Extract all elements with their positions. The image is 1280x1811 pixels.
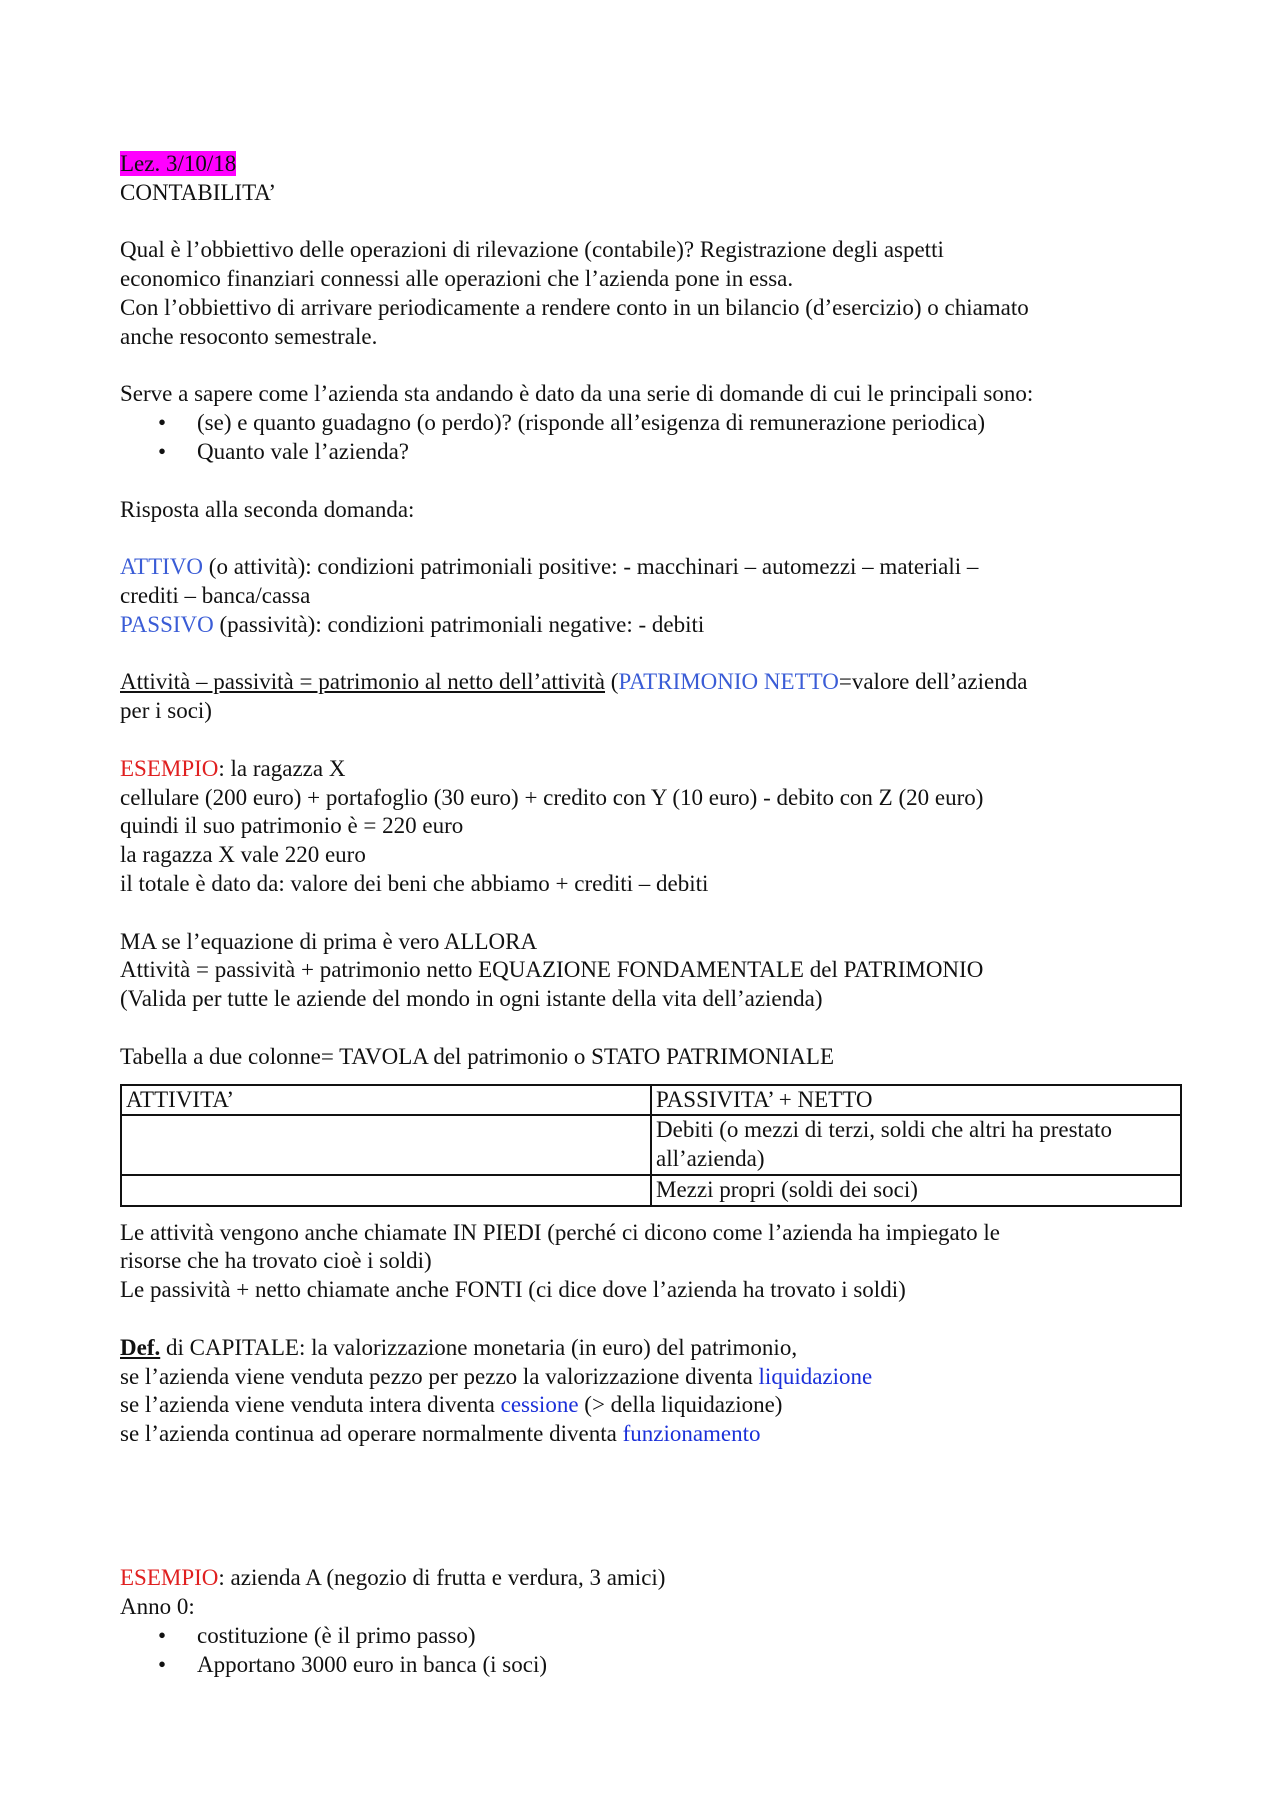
lesson-date-line bbox=[120, 150, 1180, 179]
example1-heading: ESEMPIO: la ragazza X bbox=[120, 755, 346, 781]
table-header-attivita: ATTIVITA’ bbox=[121, 1085, 651, 1116]
formula-line-2: per i soci) bbox=[120, 698, 212, 724]
capitale-line-2: se l’azienda viene venduta pezzo per pezzo la valorizzazione diventa liquidazione bbox=[120, 1363, 873, 1389]
table-row bbox=[121, 1175, 1181, 1206]
list-item: • costituzione (è il primo passo) bbox=[120, 1622, 1180, 1651]
uses-line-3: Le passività + netto chiamate anche FONTI (ci dice dove l’azienda ha trovato i soldi) bbox=[120, 1277, 906, 1303]
cessione-term: cessione bbox=[500, 1392, 579, 1418]
table-header-row bbox=[121, 1085, 1181, 1116]
list-item: • (se) e quanto guadagno (o perdo)? (risponde all’esigenza di remunerazione periodica) bbox=[120, 409, 1180, 438]
uses-line-1: Le attività vengono anche chiamate IN PIEDI (perché ci dicono come l’azienda ha impiegato le bbox=[120, 1219, 1001, 1245]
bullet-icon: • bbox=[158, 438, 167, 464]
questions-lead: Serve a sapere come l’azienda sta andando è dato da una serie di domande di cui le principali sono: bbox=[120, 381, 1034, 407]
passivo-term: PASSIVO bbox=[120, 611, 214, 637]
bullet-icon: • bbox=[158, 1651, 167, 1677]
example1-line-3: la ragazza X vale 220 euro bbox=[120, 842, 366, 868]
example2-year: Anno 0: bbox=[120, 1594, 195, 1620]
bullet-icon: • bbox=[158, 410, 167, 436]
bullet-icon: • bbox=[158, 1622, 167, 1648]
formula-line-1: Attività – passività = patrimonio al netto dell’attività (PATRIMONIO NETTO=valore dell’azienda bbox=[120, 669, 1028, 695]
table-cell bbox=[121, 1115, 651, 1175]
lesson-date: Lez. 3/10/18 bbox=[120, 151, 237, 176]
capitale-line-3: se l’azienda viene venduta intera diventa cessione (> della liquidazione) bbox=[120, 1392, 783, 1418]
equation-line-3: (Valida per tutte le aziende del mondo in ogni istante della vita dell’azienda) bbox=[120, 986, 823, 1012]
capitale-line-1: Def. di CAPITALE: la valorizzazione monetaria (in euro) del patrimonio, bbox=[120, 1334, 798, 1360]
table-row bbox=[121, 1115, 1181, 1175]
table-cell bbox=[121, 1175, 651, 1206]
equation-line-1: MA se l’equazione di prima è vero ALLORA bbox=[120, 928, 538, 954]
attivo-line-1: ATTIVO (o attività): condizioni patrimoniali positive: - macchinari – automezzi – materiali – bbox=[120, 554, 979, 580]
example1-line-1: cellulare (200 euro) + portafoglio (30 euro) + credito con Y (10 euro) - debito con Z (20 euro) bbox=[120, 784, 984, 810]
table-lead: Tabella a due colonne= TAVOLA del patrimonio o STATO PATRIMONIALE bbox=[120, 1043, 834, 1069]
answer-lead: Risposta alla seconda domanda: bbox=[120, 496, 415, 522]
intro-line-4: anche resoconto semestrale. bbox=[120, 323, 378, 349]
funzionamento-term: funzionamento bbox=[622, 1421, 761, 1447]
attivo-term: ATTIVO bbox=[120, 554, 204, 580]
questions-list bbox=[120, 409, 1180, 467]
example2-heading: ESEMPIO: azienda A (negozio di frutta e verdura, 3 amici) bbox=[120, 1565, 666, 1591]
liquidazione-term: liquidazione bbox=[758, 1363, 873, 1389]
example1-label: ESEMPIO bbox=[120, 755, 219, 781]
document-page bbox=[120, 150, 1180, 1679]
example2-list bbox=[120, 1622, 1180, 1680]
table-header-passivita: PASSIVITA’ + NETTO bbox=[651, 1085, 1181, 1116]
attivo-line-2: crediti – banca/cassa bbox=[120, 582, 311, 608]
intro-line-1: Qual è l’obbiettivo delle operazioni di rilevazione (contabile)? Registrazione degli aspetti bbox=[120, 237, 944, 263]
table-cell: Debiti (o mezzi di terzi, soldi che altri ha prestato all’azienda) bbox=[651, 1115, 1181, 1175]
table-cell: Mezzi propri (soldi dei soci) bbox=[651, 1175, 1181, 1206]
document-title: CONTABILITA’ bbox=[120, 179, 277, 205]
capitale-line-4: se l’azienda continua ad operare normalmente diventa funzionamento bbox=[120, 1421, 761, 1447]
passivo-line: PASSIVO (passività): condizioni patrimoniali negative: - debiti bbox=[120, 611, 705, 637]
example2-label: ESEMPIO bbox=[120, 1565, 219, 1591]
def-label: Def. bbox=[120, 1334, 161, 1360]
stato-patrimoniale-table bbox=[120, 1084, 1182, 1207]
equation-line-2: Attività = passività + patrimonio netto EQUAZIONE FONDAMENTALE del PATRIMONIO bbox=[120, 957, 984, 983]
example1-line-2: quindi il suo patrimonio è = 220 euro bbox=[120, 813, 464, 839]
patrimonio-netto-term: PATRIMONIO NETTO bbox=[618, 669, 839, 695]
list-item: • Apportano 3000 euro in banca (i soci) bbox=[120, 1651, 1180, 1680]
example1-line-4: il totale è dato da: valore dei beni che abbiamo + crediti – debiti bbox=[120, 870, 709, 896]
intro-line-2: economico finanziari connessi alle operazioni che l’azienda pone in essa. bbox=[120, 266, 794, 292]
formula-underlined: Attività – passività = patrimonio al netto dell’attività bbox=[120, 669, 606, 695]
uses-line-2: risorse che ha trovato cioè i soldi) bbox=[120, 1248, 432, 1274]
intro-line-3: Con l’obbiettivo di arrivare periodicamente a rendere conto in un bilancio (d’esercizio) o chiamato bbox=[120, 294, 1029, 320]
list-item: • Quanto vale l’azienda? bbox=[120, 438, 1180, 467]
